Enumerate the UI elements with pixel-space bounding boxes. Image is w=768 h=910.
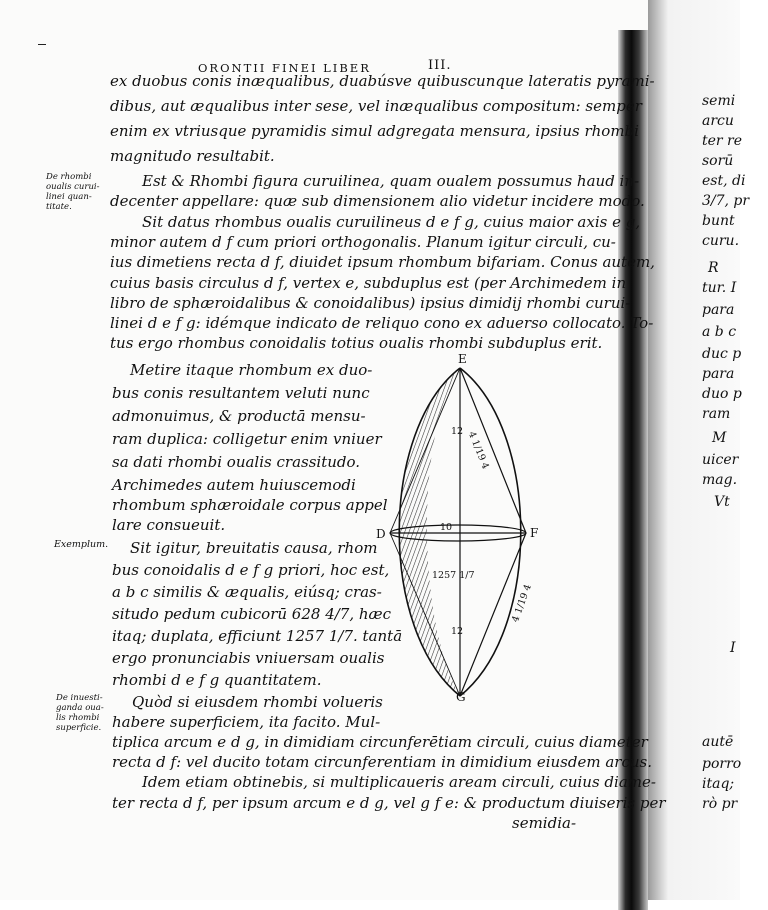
facing-fragment: M <box>712 430 727 446</box>
text-line: decenter appellare: quæ sub dimensionem alio videtur incidere modo. <box>110 192 645 210</box>
text-line: situdo pedum cubicorū 628 4/7, hæc <box>112 605 392 623</box>
text-line: enim ex vtriusque pyramidis simul adgregata mensura, ipsius rhombi <box>110 122 639 140</box>
facing-fragment: para <box>702 302 735 318</box>
text-line: ter recta d f, per ipsum arcum e d g, vel g f e: & productum diuiseris per <box>112 794 666 812</box>
label-d: D <box>376 527 386 541</box>
facing-fragment: I <box>730 640 736 656</box>
figure-drawing <box>360 350 570 710</box>
upper-axis-length: 12 <box>451 426 464 437</box>
text-line: admonuimus, & productā mensu- <box>112 407 366 425</box>
right-arc <box>460 368 521 696</box>
text-line: tus ergo rhombus conoidalis totius oualis rhombi subduplus erit. <box>110 334 603 352</box>
text-line: sa dati rhombi oualis crassitudo. <box>112 453 361 471</box>
upper-cone-side <box>460 368 526 533</box>
facing-fragment: itaq; <box>702 776 735 792</box>
text-line: itaq; duplata, efficiunt 1257 1/7. tantā <box>112 627 403 645</box>
lower-arc-length: 4 1/19 4 <box>510 582 534 624</box>
text-line: Archimedes autem huiuscemodi <box>112 476 356 494</box>
text-line: Metire itaque rhombum ex duo- <box>130 361 373 379</box>
running-title: ORONTII FINEI LIBER <box>198 61 371 75</box>
margin-note-line: linei quan- <box>46 192 92 202</box>
text-line: minor autem d f cum priori orthogonalis. Planum igitur circuli, cu- <box>110 233 616 251</box>
margin-note-line: superficie. <box>56 723 102 733</box>
corner-mark <box>38 44 46 45</box>
catchword: semidia- <box>512 814 577 832</box>
text-line: recta d f: vel ducito totam circunferentiam in dimidium eiusdem arcus. <box>112 753 652 771</box>
facing-fragment: ram <box>702 406 731 422</box>
text-line: cuius basis circulus d f, vertex e, subduplus est (per Archimedem in <box>110 274 627 292</box>
facing-fragment: rò pr <box>702 796 738 812</box>
text-line: bus conis resultantem veluti nunc <box>112 384 370 402</box>
margin-note-line: ganda oua- <box>56 703 104 713</box>
text-line: tiplica arcum e d g, in dimidiam circunferētiam circuli, cuius diameter <box>112 733 648 751</box>
text-line: Quòd si eiusdem rhombi volueris <box>132 693 383 711</box>
facing-fragment: R <box>708 260 719 276</box>
text-line: Sit igitur, breuitatis causa, rhom <box>130 539 378 557</box>
text-line: lare consueuit. <box>112 516 226 534</box>
facing-fragment: bunt <box>702 213 735 229</box>
volume-label: 1257 1/7 <box>432 570 475 581</box>
margin-note-line: Exemplum. <box>54 539 109 550</box>
facing-fragment: para <box>702 366 735 382</box>
label-f: F <box>530 526 539 540</box>
minor-axis-length: 10 <box>440 522 453 533</box>
facing-fragment: est, di <box>702 173 746 189</box>
facing-fragment: Vt <box>714 494 730 510</box>
facing-fragment: tur. I <box>702 280 737 296</box>
text-line: Est & Rhombi figura curuilinea, quam oualem possumus haud in- <box>142 172 640 190</box>
lower-axis-length: 12 <box>451 626 464 637</box>
text-line: ius dimetiens recta d f, diuidet ipsum rhombum bifariam. Conus autem, <box>110 253 655 271</box>
text-line: dibus, aut æqualibus inter sese, vel inæqualibus compositum: semper <box>110 97 642 115</box>
facing-fragment: a b c <box>702 324 737 340</box>
facing-fragment: curu. <box>702 233 740 249</box>
label-g: G <box>456 690 466 704</box>
text-line: rhombi d e f g quantitatem. <box>112 671 322 689</box>
facing-fragment: uicer <box>702 452 739 468</box>
facing-fragment: autē <box>702 734 734 750</box>
page-number: III. <box>428 58 452 73</box>
upper-arc-length: 4 1/19 4 <box>465 430 491 471</box>
margin-note-line: oualis curui- <box>46 182 100 192</box>
margin-note-line: lis rhombi <box>56 713 100 723</box>
facing-fragment: arcu <box>702 113 734 129</box>
text-line: habere superficiem, ita facito. Mul- <box>112 713 381 731</box>
facing-fragment: ter re <box>702 133 743 149</box>
oval-rhombus-figure <box>360 350 570 710</box>
facing-fragment: mag. <box>702 472 738 488</box>
facing-fragment: semi <box>702 93 736 109</box>
text-line: a b c similis & æqualis, eiúsq; cras- <box>112 583 382 601</box>
text-line: Sit datus rhombus oualis curuilineus d e f g, cuius maior axis e g, <box>142 213 641 231</box>
text-line: ram duplica: colligetur enim vniuer <box>112 430 382 448</box>
facing-fragment: duc p <box>702 346 742 362</box>
text-line: magnitudo resultabit. <box>110 147 275 165</box>
text-line: ergo pronunciabis vniuersam oualis <box>112 649 385 667</box>
facing-fragment: porro <box>702 756 742 772</box>
facing-fragment: sorū <box>702 153 734 169</box>
facing-fragment: 3/7, pr <box>702 193 750 209</box>
text-line: rhombum sphæroidale corpus appel <box>112 496 388 514</box>
margin-note-line: De inuesti- <box>56 693 103 703</box>
text-line: linei d e f g: idémque indicato de reliquo cono ex aduerso collocato. To- <box>110 314 654 332</box>
margin-note-line: De rhombi <box>46 172 92 182</box>
text-line: bus conoidalis d e f g priori, hoc est, <box>112 561 390 579</box>
label-e: E <box>458 352 467 366</box>
margin-note-line: titate. <box>46 202 72 212</box>
text-line: Idem etiam obtinebis, si multiplicaueris aream circuli, cuius diame- <box>142 773 656 791</box>
facing-fragment: duo p <box>702 386 742 402</box>
text-line: libro de sphæroidalibus & conoidalibus) ipsius dimidij rhombi curui- <box>110 294 631 312</box>
text-line: ex duobus conis inæqualibus, duabúsve quibuscunque lateratis pyrami- <box>110 72 655 90</box>
